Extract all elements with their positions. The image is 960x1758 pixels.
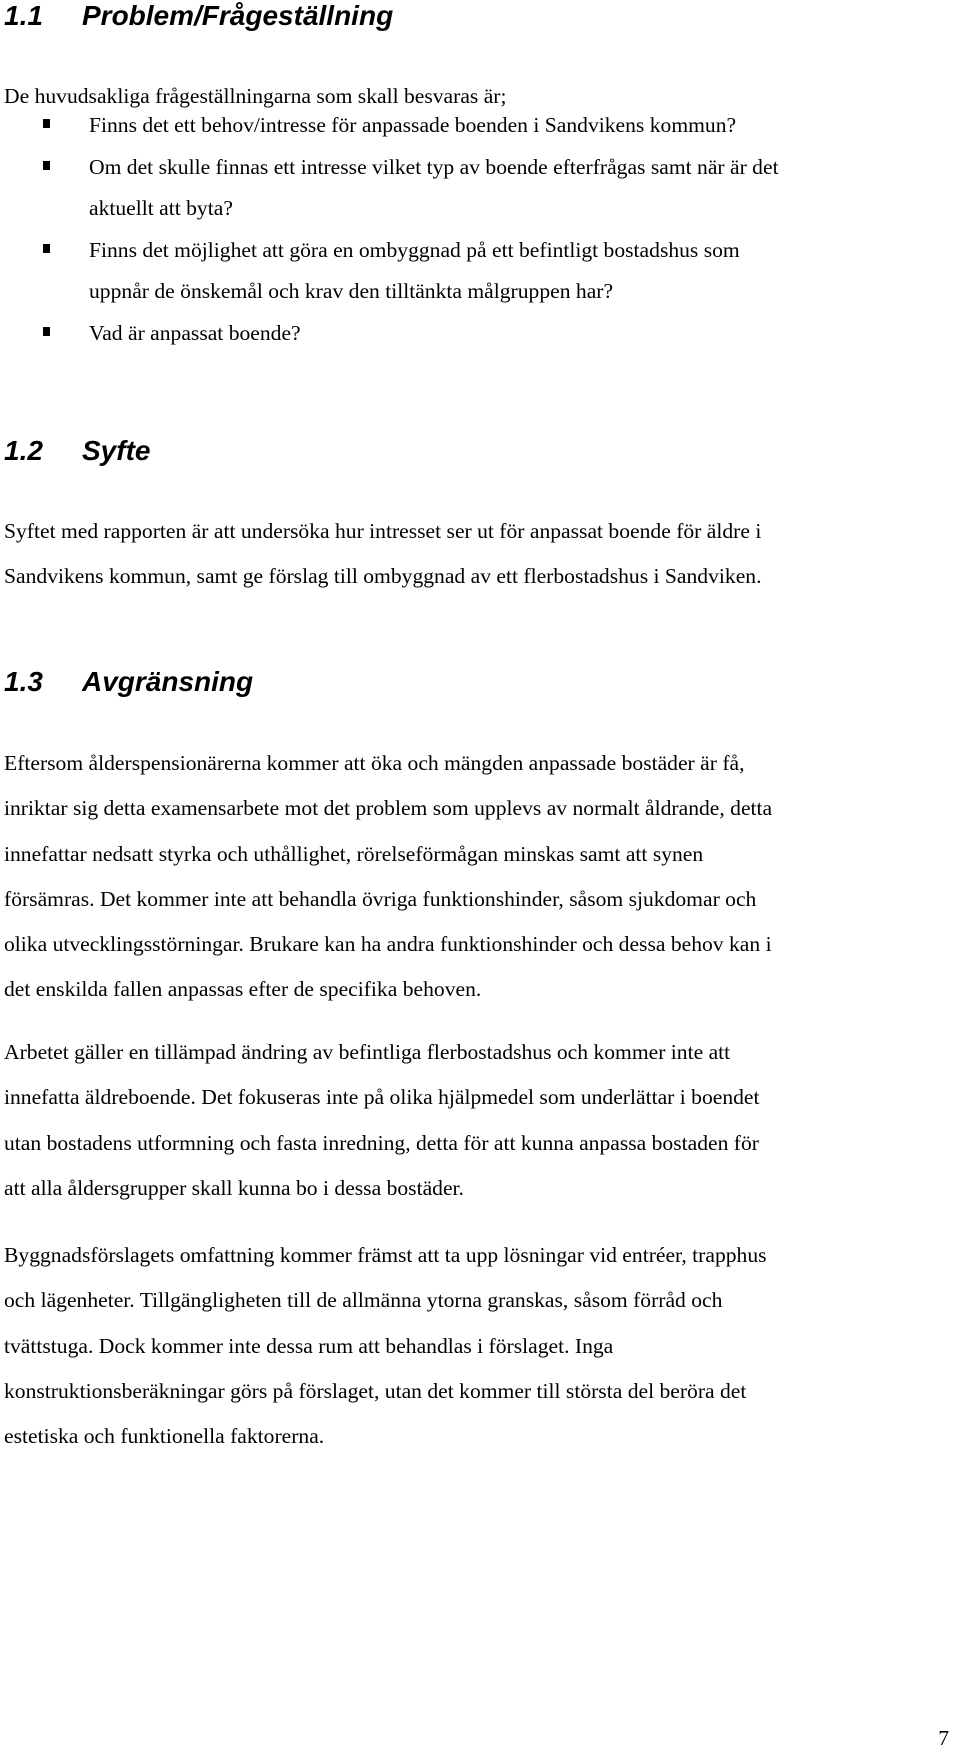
question-list [0, 105, 779, 354]
syfte-paragraph [4, 509, 761, 600]
section-heading-problem [4, 0, 393, 32]
text-line: De huvudsakliga frågeställningarna som skall besvaras är; [4, 84, 507, 108]
page-number: 7 [938, 1726, 949, 1750]
list-item [0, 230, 779, 313]
section-title: Syfte [82, 435, 151, 466]
section-number: 1.1 [4, 0, 43, 31]
text-line: försämras. Det kommer inte att behandla övriga funktionshinder, såsom sjukdomar och [4, 886, 757, 911]
text-line: estetiska och funktionella faktorerna. [4, 1424, 325, 1449]
square-bullet-icon [43, 327, 50, 336]
text-line: och lägenheter. Tillgängligheten till de allmänna ytorna granskas, såsom förråd och [4, 1288, 723, 1313]
text-line: olika utvecklingsstörningar. Brukare kan ha andra funktionshinder och dessa behov kan i [4, 932, 772, 957]
text-line: Byggnadsförslagets omfattning kommer främst att ta upp lösningar vid entréer, trapphus [4, 1243, 767, 1267]
list-item [0, 313, 779, 355]
text-line: det enskilda fallen anpassas efter de specifika behoven. [4, 977, 482, 1002]
avgransning-paragraph-1 [4, 741, 772, 1013]
square-bullet-icon [43, 244, 50, 253]
text-line: Om det skulle finnas ett intresse vilket typ av boende efterfrågas samt när är det [89, 154, 779, 179]
text-line: Finns det möjlighet att göra en ombyggnad på ett befintligt bostadshus som [89, 237, 740, 262]
text-line: utan bostadens utformning och fasta inredning, detta för att kunna anpassa bostaden för [4, 1130, 759, 1155]
list-item [0, 105, 779, 147]
text-line: aktuellt att byta? [89, 196, 233, 220]
section-title: Problem/Frågeställning [82, 0, 394, 31]
text-line: Finns det ett behov/intresse för anpassade boenden i Sandvikens kommun? [89, 113, 737, 137]
text-line: innefattar nedsatt styrka och uthållighet, rörelseförmågan minskas samt att synen [4, 841, 704, 866]
text-line: Sandvikens kommun, samt ge förslag till ombyggnad av ett flerbostadshus i Sandviken. [4, 564, 762, 589]
text-line: konstruktionsberäkningar görs på förslaget, utan det kommer till största del beröra det [4, 1378, 747, 1403]
section-heading-syfte [4, 435, 150, 467]
square-bullet-icon [43, 119, 50, 128]
text-line: innefatta äldreboende. Det fokuseras inte på olika hjälpmedel som underlättar i boendet [4, 1085, 760, 1110]
list-item [0, 147, 779, 230]
avgransning-paragraph-2 [4, 1030, 760, 1211]
section-number: 1.2 [4, 435, 43, 466]
text-line: uppnår de önskemål och krav den tilltänkta målgruppen har? [89, 279, 614, 303]
text-line: att alla åldersgrupper skall kunna bo i dessa bostäder. [4, 1175, 464, 1200]
section-number: 1.3 [4, 666, 43, 697]
avgransning-paragraph-3 [4, 1233, 767, 1459]
text-line: inriktar sig detta examensarbete mot det problem som upplevs av normalt åldrande, detta [4, 796, 773, 821]
text-line: Eftersom ålderspensionärerna kommer att öka och mängden anpassade bostäder är få, [4, 751, 745, 775]
text-line: Arbetet gäller en tillämpad ändring av befintliga flerbostadshus och kommer inte att [4, 1040, 731, 1064]
text-line: tvättstuga. Dock kommer inte dessa rum att behandlas i förslaget. Inga [4, 1333, 614, 1358]
section-title: Avgränsning [82, 666, 254, 697]
text-line: Syftet med rapporten är att undersöka hur intresset ser ut för anpassat boende för äldre i [4, 519, 762, 543]
section-heading-avgransning [4, 666, 253, 698]
text-line: Vad är anpassat boende? [89, 320, 301, 345]
square-bullet-icon [43, 161, 50, 170]
